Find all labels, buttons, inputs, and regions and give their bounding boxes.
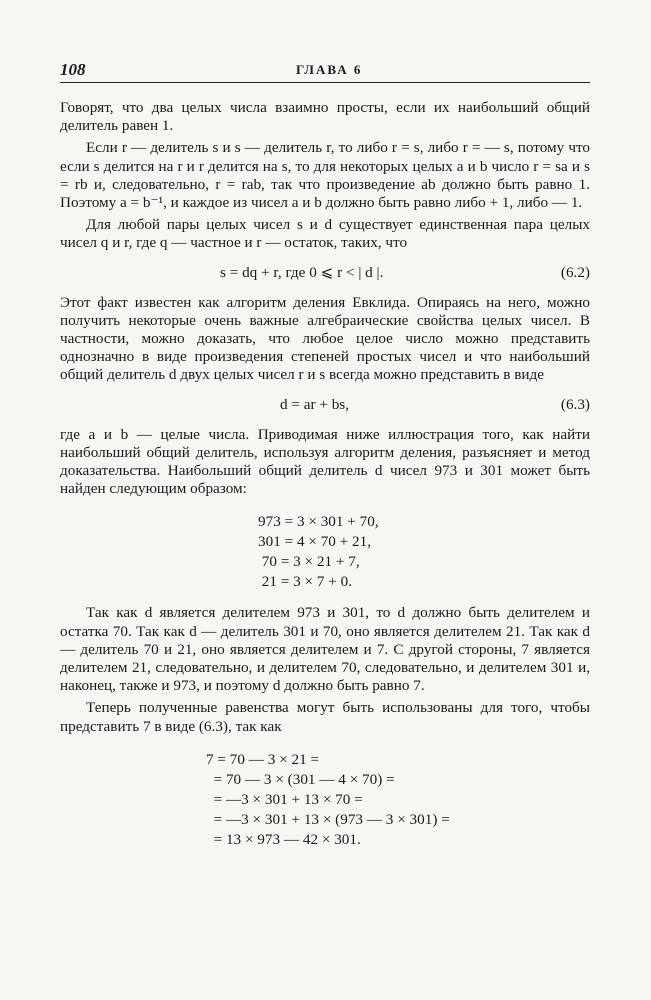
equation-body: s = dq + r, где 0 ⩽ r < | d |. <box>220 263 384 281</box>
combination-step: = —3 × 301 + 13 × (973 — 3 × 301) = <box>206 810 450 828</box>
paragraph-coprime: Говорят, что два целых числа взаимно просты, если их наибольший общий делитель равен 1. <box>60 99 590 135</box>
euclid-step: 301 = 4 × 70 + 21, <box>258 533 372 551</box>
euclid-step: 70 = 3 × 21 + 7, <box>258 553 360 571</box>
paragraph-division-intro: Для любой пары целых чисел s и d существует единственная пара целых чисел q и r, где q — частное и r — остаток, таких, что <box>60 216 590 252</box>
euclid-steps <box>60 512 590 592</box>
equation-6-2 <box>60 264 590 282</box>
body-text <box>60 99 590 850</box>
paragraph-divisors: Если r — делитель s и s — делитель r, то либо r = s, либо r = — s, потому что если s делится на r и r делится на s, то для некоторых целых a и b число r = sa и s = rb и, следовательно, r = rab, так что произведение ab должно быть равно 1. Поэтому a = b⁻¹, и каждое из чисел a и b должно быть равно либо + 1, либо — 1. <box>60 139 590 212</box>
combination-step: = 70 — 3 × (301 — 4 × 70) = <box>206 770 395 788</box>
chapter-title: ГЛАВА 6 <box>296 62 363 77</box>
equation-number: (6.3) <box>560 395 590 413</box>
euclid-step: 21 = 3 × 7 + 0. <box>258 573 353 591</box>
paragraph-representation: Теперь полученные равенства могут быть использованы для того, чтобы представить 7 в виде (6.3), так как <box>60 699 590 735</box>
equation-6-3 <box>60 396 590 414</box>
book-page <box>60 60 590 862</box>
paragraph-euclid-algorithm: Этот факт известен как алгоритм деления Евклида. Опираясь на него, можно получить некоторые очень важные алгебраические свойства целых чисел. В частности, можно доказать, что любое целое число можно представить однозначно в виде произведения степеней простых чисел и что наибольший общий делитель d двух целых чисел r и s всегда можно представить в виде <box>60 293 590 384</box>
combination-steps <box>60 750 590 850</box>
page-number: 108 <box>60 60 86 79</box>
euclid-step: 973 = 3 × 301 + 70, <box>258 513 379 531</box>
equation-number: (6.2) <box>560 263 590 281</box>
equation-body: d = ar + bs, <box>280 395 350 413</box>
paragraph-illustration: где a и b — целые числа. Приводимая ниже иллюстрация того, как найти наибольший общий делитель, используя алгоритм деления, разъясняет и метод доказательства. Наибольший общий делитель d чисел 973 и 301 может быть найден следующим образом: <box>60 425 590 498</box>
combination-step: 7 = 70 — 3 × 21 = <box>206 750 320 768</box>
running-header <box>60 60 590 83</box>
paragraph-reasoning: Так как d является делителем 973 и 301, то d должно быть делителем и остатка 70. Так как d — делитель 301 и 70, оно является делителем 21. Так как d — делитель 70 и 21, оно является делителем и 7. С другой стороны, 7 является делителем 21, следовательно, и делителем 70, следовательно, и делителем 301 и, наконец, также и 973, и поэтому d должно быть равно 7. <box>60 604 590 695</box>
combination-step: = 13 × 973 — 42 × 301. <box>206 830 361 848</box>
combination-step: = —3 × 301 + 13 × 70 = <box>206 790 363 808</box>
